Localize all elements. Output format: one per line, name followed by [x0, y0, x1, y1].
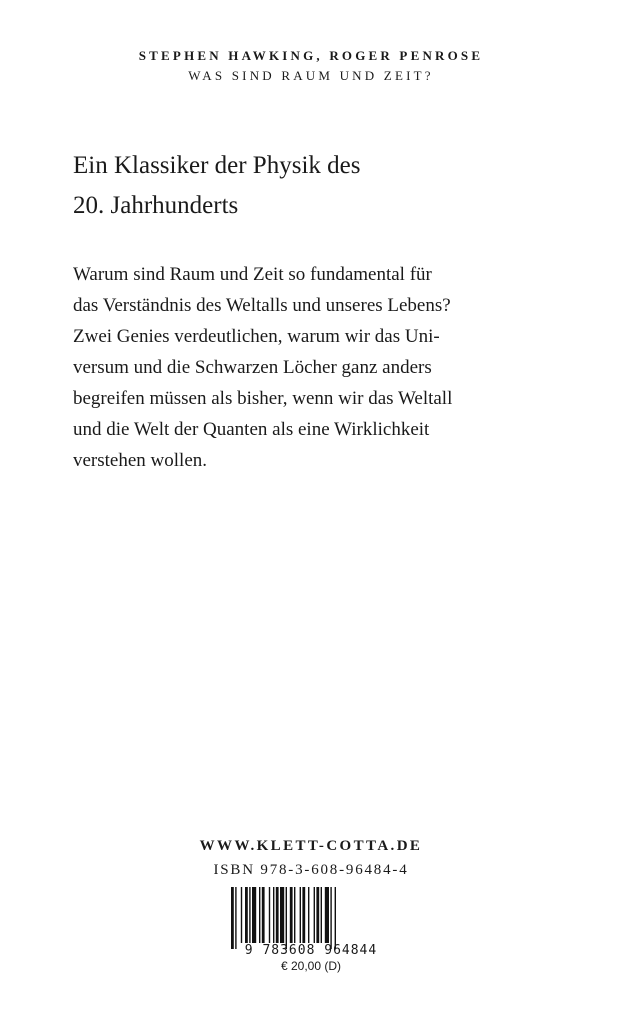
- headline-line: 20. Jahrhunderts: [73, 192, 239, 219]
- price-label: € 20,00 (D): [280, 959, 342, 973]
- headline: [73, 146, 553, 226]
- blurb-line: begreifen müssen als bisher, wenn wir das Weltall: [73, 388, 453, 409]
- cover-header: [0, 46, 622, 86]
- blurb-line: das Verständnis des Weltalls und unseres Lebens?: [73, 295, 451, 316]
- isbn-number: ISBN 978-3-608-96484-4: [213, 862, 409, 878]
- blurb-line: versum und die Schwarzen Löcher ganz anders: [73, 357, 432, 378]
- blurb-line: verstehen wollen.: [73, 450, 208, 471]
- blurb-line: und die Welt der Quanten als eine Wirklichkeit: [73, 419, 430, 440]
- barcode-digits: 9 783608 964844: [244, 943, 378, 958]
- barcode: [221, 887, 401, 957]
- blurb-line: Zwei Genies verdeutlichen, warum wir das Uni-: [73, 326, 440, 347]
- cover-footer: [0, 834, 622, 882]
- blurb-line: Warum sind Raum und Zeit so fundamental für: [73, 264, 432, 285]
- publisher-website: WWW.KLETT-COTTA.DE: [199, 838, 423, 854]
- headline-line: Ein Klassiker der Physik des: [73, 152, 361, 179]
- blurb-text: [73, 259, 563, 476]
- author-names: STEPHEN HAWKING, ROGER PENROSE: [138, 48, 484, 63]
- book-title: WAS SIND RAUM UND ZEIT?: [188, 68, 434, 83]
